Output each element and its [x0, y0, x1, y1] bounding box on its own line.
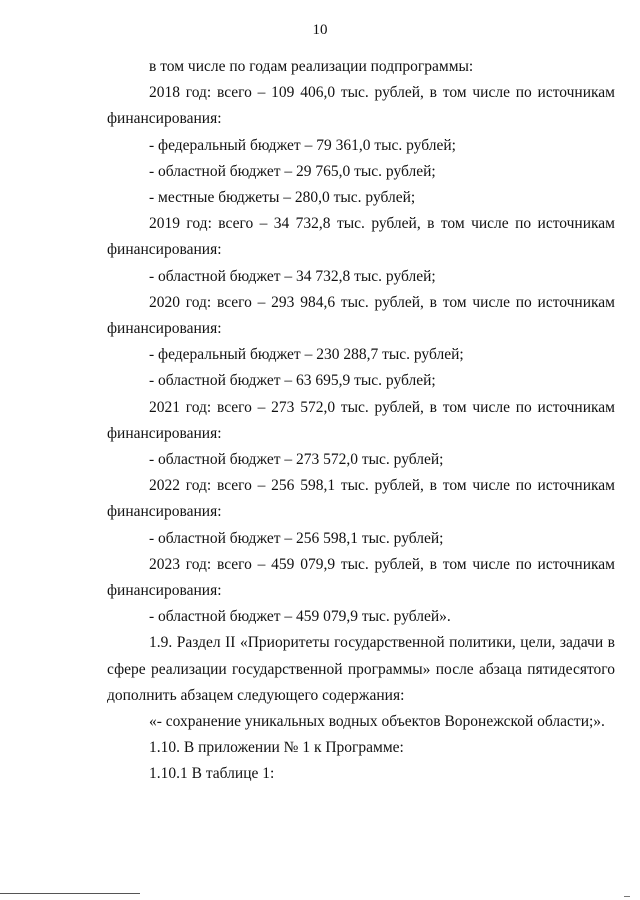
- paragraph-2020-regional: - областной бюджет – 63 695,9 тыс. рублей;: [149, 372, 436, 390]
- paragraph-2018-local: - местные бюджеты – 280,0 тыс. рублей;: [149, 189, 416, 207]
- paragraph-item-1-9: 1.9. Раздел II «Приоритеты государственной политики, цели, задачи в сфере реализации государственной программы» после абзаца пятидесятого дополнить абзацем следующего содержания:: [107, 634, 615, 704]
- paragraph-years-intro: в том числе по годам реализации подпрограммы:: [149, 58, 474, 75]
- paragraph-2020-total: 2020 год: всего – 293 984,6 тыс. рублей, в том числе по источникам финансирования:: [107, 293, 615, 338]
- paragraph-2018-regional: - областной бюджет – 29 765,0 тыс. рублей;: [149, 162, 436, 180]
- paragraph-item-1-10-1: 1.10.1 В таблице 1:: [149, 765, 275, 783]
- paragraph-2019-total: 2019 год: всего – 34 732,8 тыс. рублей, в том числе по источникам финансирования:: [107, 215, 615, 259]
- paragraph-2021-regional: - областной бюджет – 273 572,0 тыс. рублей;: [149, 451, 444, 469]
- paragraph-2018-federal: - федеральный бюджет – 79 361,0 тыс. рублей;: [149, 136, 456, 154]
- paragraph-2022-regional: - областной бюджет – 256 598,1 тыс. рублей;: [149, 529, 444, 547]
- scan-edge-mark: [624, 896, 630, 897]
- bottom-divider: [0, 893, 140, 894]
- paragraph-2018-total: 2018 год: всего – 109 406,0 тыс. рублей, в том числе по источникам финансирования:: [107, 84, 615, 128]
- paragraph-quoted-addition: «- сохранение уникальных водных объектов Воронежской области;».: [149, 713, 605, 731]
- paragraph-2020-federal: - федеральный бюджет – 230 288,7 тыс. рублей;: [149, 346, 464, 364]
- paragraph-2019-regional: - областной бюджет – 34 732,8 тыс. рублей;: [149, 267, 436, 285]
- paragraph-2023-regional: - областной бюджет – 459 079,9 тыс. рублей».: [149, 608, 451, 626]
- paragraph-2021-total: 2021 год: всего – 273 572,0 тыс. рублей, в том числе по источникам финансирования:: [107, 398, 615, 442]
- page-number: 10: [312, 22, 328, 38]
- document-body: [107, 54, 615, 788]
- paragraph-2022-total: 2022 год: всего – 256 598,1 тыс. рублей, в том числе по источникам финансирования:: [107, 477, 615, 521]
- paragraph-2023-total: 2023 год: всего – 459 079,9 тыс. рублей, в том числе по источникам финансирования:: [107, 555, 615, 600]
- paragraph-item-1-10: 1.10. В приложении № 1 к Программе:: [149, 739, 404, 757]
